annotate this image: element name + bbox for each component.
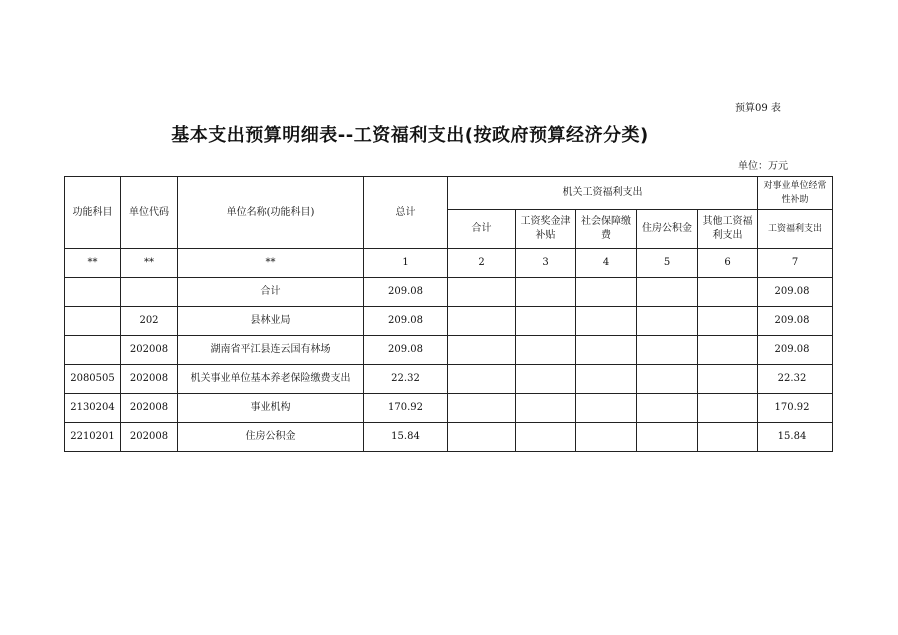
cell-subtotal xyxy=(448,394,516,423)
cell-subsidy-wages: 209.08 xyxy=(758,336,833,365)
cell-func-code: 2080505 xyxy=(65,365,121,394)
index-cell: 6 xyxy=(698,249,758,278)
cell-housing-fund xyxy=(637,394,698,423)
cell-wages xyxy=(516,394,576,423)
table-row xyxy=(65,307,833,336)
index-row xyxy=(65,249,833,278)
cell-subtotal xyxy=(448,278,516,307)
page-title: 基本支出预算明细表--工资福利支出(按政府预算经济分类) xyxy=(171,125,649,146)
cell-wages xyxy=(516,423,576,452)
header-sub-subtotal: 合计 xyxy=(448,210,516,249)
cell-other xyxy=(698,365,758,394)
cell-total: 209.08 xyxy=(364,307,448,336)
cell-other xyxy=(698,336,758,365)
cell-func-code: 2130204 xyxy=(65,394,121,423)
cell-unit-code: 202 xyxy=(121,307,178,336)
cell-subtotal xyxy=(448,336,516,365)
cell-other xyxy=(698,307,758,336)
cell-unit-code: 202008 xyxy=(121,365,178,394)
form-number: 预算09 表 xyxy=(735,103,781,114)
cell-subsidy-wages: 209.08 xyxy=(758,307,833,336)
index-cell: ** xyxy=(178,249,364,278)
cell-subtotal xyxy=(448,365,516,394)
cell-wages xyxy=(516,307,576,336)
cell-social-security xyxy=(576,336,637,365)
cell-unit-name: 湖南省平江县连云国有林场 xyxy=(178,336,364,365)
cell-housing-fund xyxy=(637,278,698,307)
header-sub-other: 其他工资福利支出 xyxy=(698,210,758,249)
index-cell: 5 xyxy=(637,249,698,278)
table-row xyxy=(65,278,833,307)
cell-other xyxy=(698,278,758,307)
cell-unit-name: 事业机构 xyxy=(178,394,364,423)
index-cell: ** xyxy=(121,249,178,278)
cell-func-code xyxy=(65,336,121,365)
index-cell: ** xyxy=(65,249,121,278)
cell-social-security xyxy=(576,365,637,394)
cell-housing-fund xyxy=(637,423,698,452)
cell-total: 22.32 xyxy=(364,365,448,394)
index-cell: 7 xyxy=(758,249,833,278)
cell-total: 15.84 xyxy=(364,423,448,452)
cell-unit-code xyxy=(121,278,178,307)
cell-unit-code: 202008 xyxy=(121,423,178,452)
table-row xyxy=(65,365,833,394)
cell-unit-name: 机关事业单位基本养老保险缴费支出 xyxy=(178,365,364,394)
header-sub-subsidy-wages: 工资福利支出 xyxy=(758,210,833,249)
cell-social-security xyxy=(576,394,637,423)
table-row xyxy=(65,423,833,452)
header-sub-wages: 工资奖金津补贴 xyxy=(516,210,576,249)
cell-subsidy-wages: 170.92 xyxy=(758,394,833,423)
header-unit-code: 单位代码 xyxy=(121,177,178,249)
cell-unit-code: 202008 xyxy=(121,394,178,423)
table-row xyxy=(65,336,833,365)
cell-subsidy-wages: 15.84 xyxy=(758,423,833,452)
index-cell: 3 xyxy=(516,249,576,278)
header-func-code: 功能科目 xyxy=(65,177,121,249)
cell-social-security xyxy=(576,423,637,452)
index-cell: 1 xyxy=(364,249,448,278)
cell-subtotal xyxy=(448,423,516,452)
cell-housing-fund xyxy=(637,365,698,394)
cell-unit-name: 住房公积金 xyxy=(178,423,364,452)
cell-unit-name: 合计 xyxy=(178,278,364,307)
cell-subsidy-wages: 209.08 xyxy=(758,278,833,307)
cell-subtotal xyxy=(448,307,516,336)
header-group-subsidy: 对事业单位经常性补助 xyxy=(758,177,833,210)
cell-func-code: 2210201 xyxy=(65,423,121,452)
cell-func-code xyxy=(65,307,121,336)
cell-total: 209.08 xyxy=(364,336,448,365)
cell-housing-fund xyxy=(637,336,698,365)
cell-subsidy-wages: 22.32 xyxy=(758,365,833,394)
header-total: 总计 xyxy=(364,177,448,249)
index-cell: 4 xyxy=(576,249,637,278)
header-unit-name: 单位名称(功能科目) xyxy=(178,177,364,249)
index-cell: 2 xyxy=(448,249,516,278)
cell-wages xyxy=(516,336,576,365)
cell-total: 209.08 xyxy=(364,278,448,307)
header-sub-housing-fund: 住房公积金 xyxy=(637,210,698,249)
cell-func-code xyxy=(65,278,121,307)
cell-unit-name: 县林业局 xyxy=(178,307,364,336)
header-sub-social-security: 社会保障缴费 xyxy=(576,210,637,249)
header-group-institution: 机关工资福利支出 xyxy=(448,177,758,210)
budget-table xyxy=(64,176,833,452)
cell-social-security xyxy=(576,307,637,336)
cell-housing-fund xyxy=(637,307,698,336)
cell-other xyxy=(698,394,758,423)
cell-wages xyxy=(516,278,576,307)
cell-total: 170.92 xyxy=(364,394,448,423)
table-row xyxy=(65,394,833,423)
cell-unit-code: 202008 xyxy=(121,336,178,365)
header-row-1 xyxy=(65,177,833,210)
cell-social-security xyxy=(576,278,637,307)
cell-other xyxy=(698,423,758,452)
cell-wages xyxy=(516,365,576,394)
unit-label: 单位：万元 xyxy=(738,161,788,172)
